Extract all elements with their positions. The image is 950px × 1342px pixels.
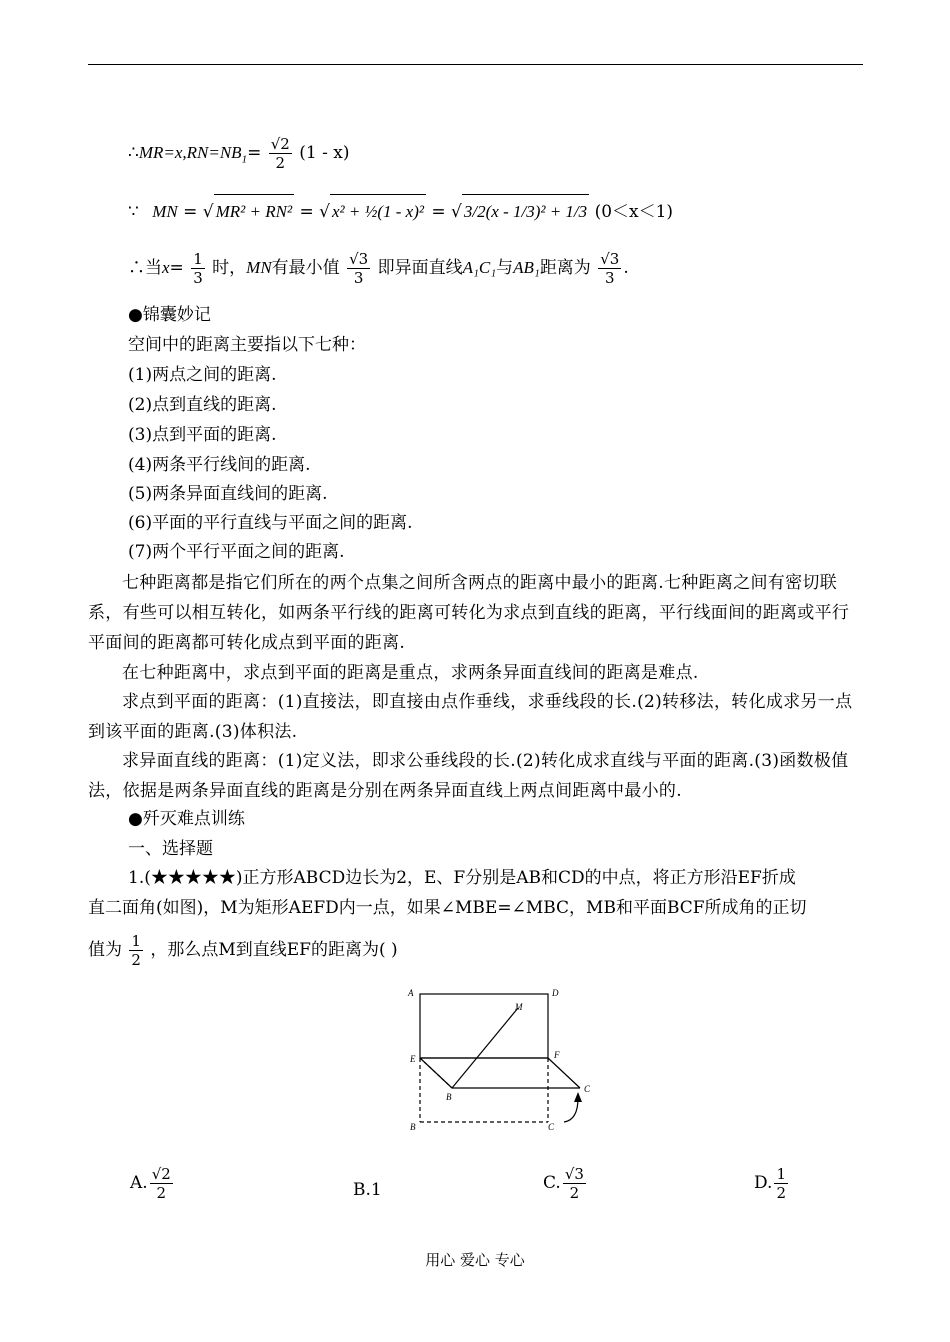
derivation-line-1 — [128, 134, 349, 178]
list-item: (5)两条异面直线间的距离. — [128, 484, 328, 504]
line2-eq1: = — [183, 202, 198, 222]
line3-f2-num: √3 — [349, 250, 369, 268]
line3-mn: MN — [246, 258, 272, 277]
q1-frac-num: 1 — [131, 932, 141, 950]
line2-radicand-3: 3/2(x - 1/3)² + 1/3 — [462, 194, 589, 229]
line3-end: . — [623, 258, 629, 278]
line3-frac-1 — [191, 250, 205, 287]
because-symbol: ∵ — [128, 202, 139, 222]
line2-range: (0＜x＜1) — [594, 202, 674, 222]
q1-frac-den: 2 — [131, 951, 141, 969]
line3-text-a: ∴当 — [128, 258, 162, 278]
label-c: C — [584, 1084, 591, 1094]
line3-text-e: 与 — [496, 258, 514, 278]
label-e: E — [410, 1054, 416, 1064]
list-item: (3)点到平面的距离. — [128, 425, 277, 445]
q1-line3-suffix: ，那么点M到直线EF的距离为( ) — [150, 940, 398, 960]
label-a: A — [408, 988, 414, 998]
line3-ab1: AB₁ — [513, 258, 540, 277]
line2-lhs: MN — [152, 202, 178, 221]
line2-eq2: = — [299, 202, 314, 222]
line1-subscript: 1 — [241, 153, 248, 166]
option-c-letter: C. — [543, 1173, 561, 1193]
folded-square-figure — [400, 980, 610, 1140]
option-d-letter: D. — [754, 1173, 773, 1193]
header-rule — [88, 64, 863, 65]
option-c-num: √3 — [564, 1165, 584, 1183]
question-1-line-3 — [88, 930, 398, 970]
part-one-heading: 一、选择题 — [128, 839, 213, 859]
line1-eq: = — [247, 143, 262, 163]
label-c-bottom: C — [548, 1122, 555, 1132]
line-bm — [452, 1008, 518, 1088]
line3-text-b: 时， — [212, 258, 247, 278]
line1-vars: MR=x,RN=NB — [138, 143, 242, 162]
question-1-line-2: 直二面角(如图)，M为矩形AEFD内一点，如果∠MBE=∠MBC，MB和平面BCF所成角的正切 — [88, 898, 807, 918]
option-a[interactable] — [130, 1165, 175, 1202]
line2-radicand-1: MR² + RN² — [214, 194, 294, 229]
intro-text: 空间中的距离主要指以下七种： — [128, 335, 366, 355]
list-item: (4)两条平行线间的距离. — [128, 455, 311, 475]
label-f: F — [554, 1050, 560, 1060]
line3-eq: = — [169, 258, 184, 278]
jinnang-title: ●锦囊妙记 — [128, 305, 211, 325]
line3-a1c1: A₁C₁ — [462, 258, 497, 277]
option-c-fraction — [563, 1165, 586, 1202]
q1-fraction — [129, 932, 143, 969]
option-d-den: 2 — [776, 1184, 786, 1202]
line3-f3-den: 3 — [605, 269, 615, 287]
option-a-letter: A. — [130, 1173, 148, 1193]
line1-tail: (1 - x) — [299, 143, 350, 163]
line3-text-c: 有最小值 — [271, 258, 340, 278]
option-c[interactable] — [543, 1165, 588, 1202]
option-a-fraction — [150, 1165, 173, 1202]
list-item: (6)平面的平行直线与平面之间的距离. — [128, 513, 413, 533]
option-b[interactable] — [353, 1180, 382, 1200]
line3-f2-den: 3 — [353, 269, 364, 287]
line3-f1-den: 3 — [193, 269, 203, 287]
line3-f1-num: 1 — [193, 250, 203, 268]
option-d[interactable] — [754, 1165, 790, 1202]
line3-frac-2 — [347, 250, 370, 287]
list-item: (7)两个平行平面之间的距离. — [128, 542, 345, 562]
fold-arrow-head — [574, 1092, 582, 1102]
option-a-num: √2 — [151, 1165, 171, 1183]
option-b-letter: B. — [353, 1180, 371, 1200]
label-d: D — [552, 988, 559, 998]
option-a-den: 2 — [156, 1184, 167, 1202]
paragraph-key-points: 在七种距离中，求点到平面的距离是重点，求两条异面直线间的距离是难点. — [122, 663, 699, 683]
line2-radicand-2: x² + ½(1 - x)² — [330, 194, 426, 229]
derivation-line-3 — [128, 248, 629, 288]
line1-fraction — [269, 135, 292, 172]
question-1-line-1: 1.(★★★★★)正方形ABCD边长为2，E、F分别是AB和CD的中点，将正方形沿EF折成 — [128, 868, 796, 888]
option-c-den: 2 — [569, 1184, 580, 1202]
line-fc — [548, 1058, 580, 1088]
option-b-value: 1 — [370, 1180, 382, 1200]
paragraph-point-plane: 求点到平面的距离：(1)直接法，即直接由点作垂线，求垂线段的长.(2)转移法，转化成求另一点到该平面的距离.(3)体积法. — [88, 692, 853, 742]
derivation-line-2: ∵ MN = √ MR² + RN² = √ x² + ½(1 - x)² = √ 3/2(x - 1/3)² + 1/3 (0＜x＜1) — [128, 194, 673, 229]
list-item: (1)两点之间的距离. — [128, 365, 277, 385]
label-b-bottom: B — [410, 1122, 416, 1132]
line3-frac-3 — [598, 250, 621, 287]
option-d-num: 1 — [776, 1165, 786, 1183]
line3-x: x — [162, 258, 170, 277]
line1-num: √2 — [270, 135, 290, 153]
option-d-fraction — [774, 1165, 788, 1202]
therefore-symbol: ∴ — [128, 143, 139, 163]
line3-text-f: 距离为 — [539, 258, 591, 278]
label-m: M — [515, 1002, 523, 1012]
q1-line3-prefix: 值为 — [88, 940, 122, 960]
page-footer: 用心 爱心 专心 — [425, 1251, 525, 1269]
line3-f3-num: √3 — [600, 250, 620, 268]
line3-text-d: 即异面直线 — [377, 258, 463, 278]
label-b: B — [446, 1092, 452, 1102]
line2-eq3: = — [431, 202, 446, 222]
list-item: (2)点到直线的距离. — [128, 395, 277, 415]
line1-den: 2 — [275, 154, 286, 172]
paragraph-seven-distances: 七种距离都是指它们所在的两个点集之间所含两点的距离中最小的距离.七种距离之间有密切联系，有些可以相互转化，如两条平行线的距离可转化为求点到直线的距离，平行线面间的距离或平行平面间的距离都可转化成点到平面的距离. — [88, 573, 850, 653]
paragraph-skew-lines: 求异面直线的距离：(1)定义法，即求公垂线段的长.(2)转化成求直线与平面的距离.(3)函数极值法，依据是两条异面直线的距离是分别在两条异面直线上两点间距离中最小的. — [88, 751, 849, 801]
jianmie-title: ●歼灭难点训练 — [128, 809, 245, 829]
